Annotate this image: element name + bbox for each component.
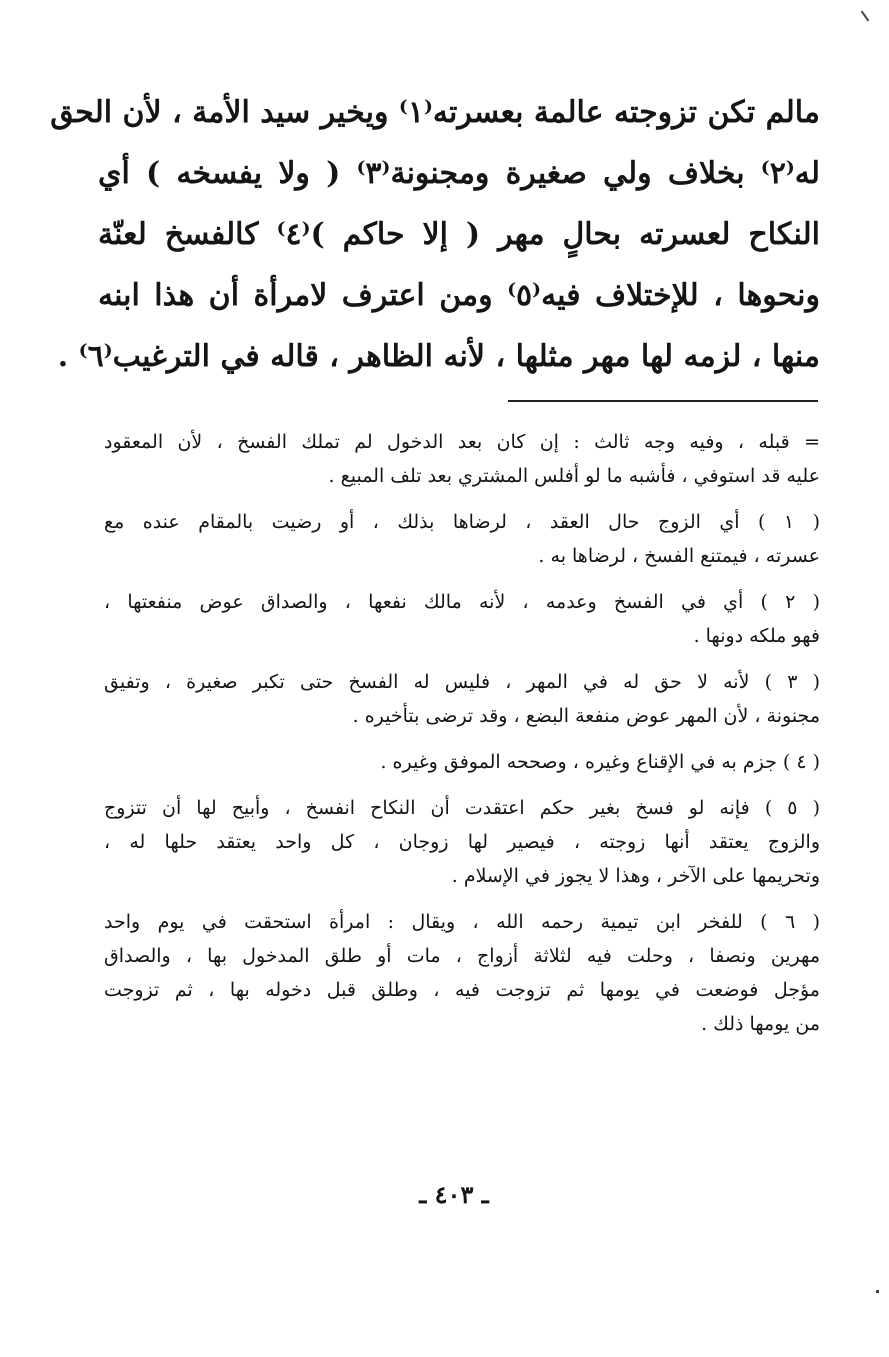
footnote-line: = قبله ، وفيه وجه ثالث : إن كان بعد الدخول لم تملك الفسخ ، لأن المعقود xyxy=(104,431,820,453)
footnote-separator xyxy=(508,400,818,402)
footnote-line: عسرته ، فيمتنع الفسخ ، لرضاها به . xyxy=(538,545,820,567)
footnote-4 xyxy=(104,745,820,779)
footnote-line: ( ٥ ) فإنه لو فسخ بغير حكم اعتقدت أن النكاح انفسخ ، وأبيح لها أن تتزوج xyxy=(104,797,820,819)
footnote-continuation xyxy=(104,425,820,493)
footnote-line: فهو ملكه دونها . xyxy=(693,625,820,647)
main-text-line: ونحوها ، للإختلاف فيه⁽٥⁾ ومن اعترف لامرأة أن هذا ابنه xyxy=(98,278,820,313)
main-text-line: منها ، لزمه لها مهر مثلها ، لأنه الظاهر ، قاله في الترغيب⁽٦⁾ . xyxy=(57,339,820,374)
footnote-line: ( ١ ) أي الزوج حال العقد ، لرضاها بذلك ، أو رضيت بالمقام عنده مع xyxy=(104,511,820,533)
footnote-6 xyxy=(104,905,820,1041)
main-text xyxy=(50,82,820,387)
footnote-line: عليه قد استوفي ، فأشبه ما لو أفلس المشتري بعد تلف المبيع . xyxy=(328,465,820,487)
footnote-line: ( ٣ ) لأنه لا حق له في المهر ، فليس له الفسخ حتى تكبر صغيرة ، وتفيق xyxy=(104,671,821,693)
main-text-line: النكاح لعسرته بحالٍ مهر ( إلا حاكم )⁽٤⁾ كالفسخ لعنّة xyxy=(98,217,820,252)
footnote-line: مهرين ونصفا ، وحلت فيه لثلاثة أزواج ، مات أو طلق المدخول بها ، والصداق xyxy=(104,945,820,967)
main-text-line: مالم تكن تزوجته عالمة بعسرته⁽١⁾ ويخير سيد الأمة ، لأن الحق xyxy=(50,95,820,130)
footnote-line: وتحريمها على الآخر ، وهذا لا يجوز في الإسلام . xyxy=(451,865,820,887)
scan-speck xyxy=(876,1290,879,1293)
footnotes xyxy=(104,425,820,1053)
footnote-1 xyxy=(104,505,820,573)
footnote-line: من يومها ذلك . xyxy=(701,1013,820,1035)
footnote-3 xyxy=(104,665,820,733)
footnote-line: مؤجل فوضعت في يومها ثم تزوجت فيه ، وطلق قبل دخوله بها ، ثم تزوجت xyxy=(104,979,820,1001)
page-number: ـ ٤٠٣ ـ xyxy=(419,1180,489,1209)
footnote-line: ( ٤ ) جزم به في الإقناع وغيره ، وصححه الموفق وغيره . xyxy=(380,751,820,773)
footnote-line: والزوج يعتقد أنها زوجته ، فيصير لها زوجان ، كل واحد يعتقد حلها له ، xyxy=(104,831,820,853)
main-text-line: له⁽٢⁾ بخلاف ولي صغيرة ومجنونة⁽٣⁾ ( ولا يفسخه ) أي xyxy=(98,156,820,191)
footnote-line: مجنونة ، لأن المهر عوض منفعة البضع ، وقد ترضى بتأخيره . xyxy=(352,705,820,727)
footnote-line: ( ٦ ) للفخر ابن تيمية رحمه الله ، ويقال : امرأة استحقت في يوم واحد xyxy=(104,911,821,933)
scan-speck xyxy=(861,11,870,22)
footnote-5 xyxy=(104,791,820,893)
footnote-2 xyxy=(104,585,820,653)
footnote-line: ( ٢ ) أي في الفسخ وعدمه ، لأنه مالك نفعها ، والصداق عوض منفعتها ، xyxy=(104,591,821,613)
